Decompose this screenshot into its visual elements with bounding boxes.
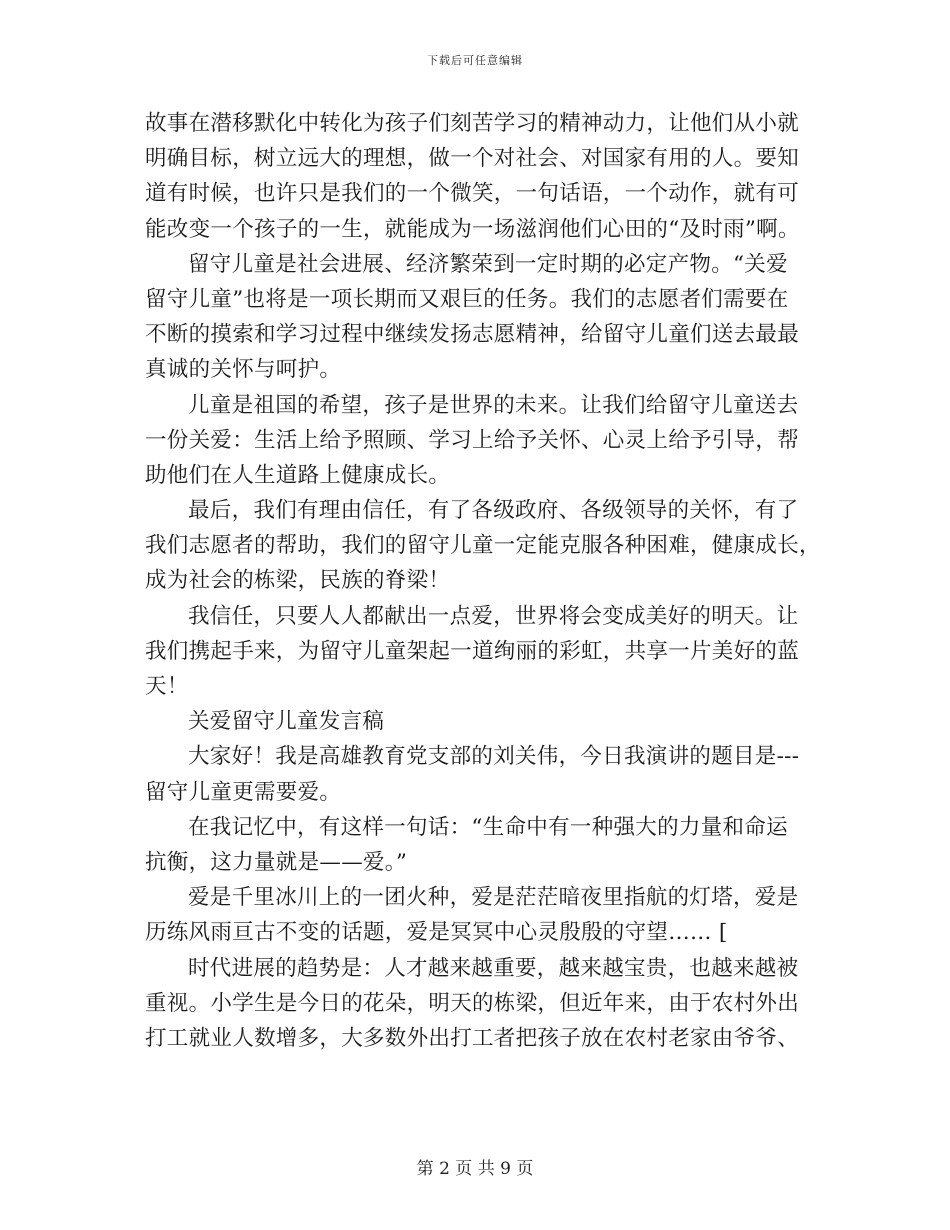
text-line: 在我记忆中，有这样一句话：“生命中有一种强大的力量和命运 — [188, 814, 788, 840]
paragraph — [145, 106, 815, 247]
text-line: 成为社会的栋梁，民族的脊梁！ — [145, 568, 451, 594]
text-line: 关爱留守儿童发言稿 — [188, 709, 385, 735]
text-line: 重视。小学生是今日的花朵，明天的栋梁，但近年来，由于农村外出 — [145, 990, 800, 1016]
section-title — [145, 704, 815, 739]
text-line: 留守儿童是社会进展、经济繁荣到一定时期的必定产物。“关爱 — [188, 251, 788, 277]
text-line: 我信任，只要人人都献出一点爱，世界将会变成美好的明天。让 — [188, 603, 799, 629]
text-line: 助他们在人生道路上健康成长。 — [145, 462, 451, 488]
text-line: 最后，我们有理由信任，有了各级政府、各级领导的关怀，有了 — [188, 498, 799, 524]
text-line: 历练风雨亘古不变的话题，爱是冥冥中心灵殷殷的守望…… [ — [145, 920, 728, 946]
text-line: 不断的摸索和学习过程中继续发扬志愿精神，给留守儿童们送去最最 — [145, 322, 800, 348]
text-line: 真诚的关怀与呵护。 — [145, 357, 342, 383]
text-line: 打工就业人数增多，大多数外出打工者把孩子放在农村老家由爷爷、 — [145, 1025, 800, 1051]
text-line: 大家好！我是高雄教育党支部的刘关伟，今日我演讲的题目是--- — [188, 744, 800, 770]
document-body — [145, 106, 821, 1056]
text-line: 留守儿童”也将是一项长期而又艰巨的任务。我们的志愿者们需要在 — [145, 286, 789, 312]
text-line: 留守儿童更需要爱。 — [145, 779, 342, 805]
page-footer: 第 2 页 共 9 页 — [416, 1159, 534, 1179]
paragraph — [145, 599, 815, 705]
paragraph — [145, 388, 815, 494]
paragraph — [145, 880, 815, 950]
text-line: 天！ — [145, 674, 189, 699]
paragraph — [145, 739, 815, 809]
text-line: 我们志愿者的帮助，我们的留守儿童一定能克服各种困难，健康成长， — [145, 533, 821, 559]
text-line: 儿童是祖国的希望，孩子是世界的未来。让我们给留守儿童送去 — [188, 392, 799, 418]
text-line: 我们携起手来，为留守儿童架起一道绚丽的彩虹，共享一片美好的蓝 — [145, 638, 800, 664]
text-line: 道有时候，也许只是我们的一个微笑，一句话语，一个动作，就有可 — [145, 181, 800, 207]
paragraph — [145, 247, 815, 388]
text-line: 能改变一个孩子的一生，就能成为一场滋润他们心田的“及时雨”啊。 — [145, 216, 800, 242]
text-line: 故事在潜移默化中转化为孩子们刻苦学习的精神动力，让他们从小就 — [145, 111, 800, 136]
text-line: 一份关爱：生活上给予照顾、学习上给予关怀、心灵上给予引导，帮 — [145, 427, 800, 453]
text-line: 明确目标，树立远大的理想，做一个对社会、对国家有用的人。要知 — [145, 146, 800, 172]
paragraph — [145, 493, 821, 599]
paragraph — [145, 951, 815, 1057]
text-line: 抗衡，这力量就是——爱。” — [145, 849, 408, 875]
text-line: 时代进展的趋势是：人才越来越重要，越来越宝贵，也越来越被 — [188, 955, 799, 981]
text-line: 爱是千里冰川上的一团火种，爱是茫茫暗夜里指航的灯塔，爱是 — [188, 885, 799, 911]
page-header: 下载后可任意编辑 — [427, 54, 523, 67]
paragraph — [145, 810, 815, 880]
